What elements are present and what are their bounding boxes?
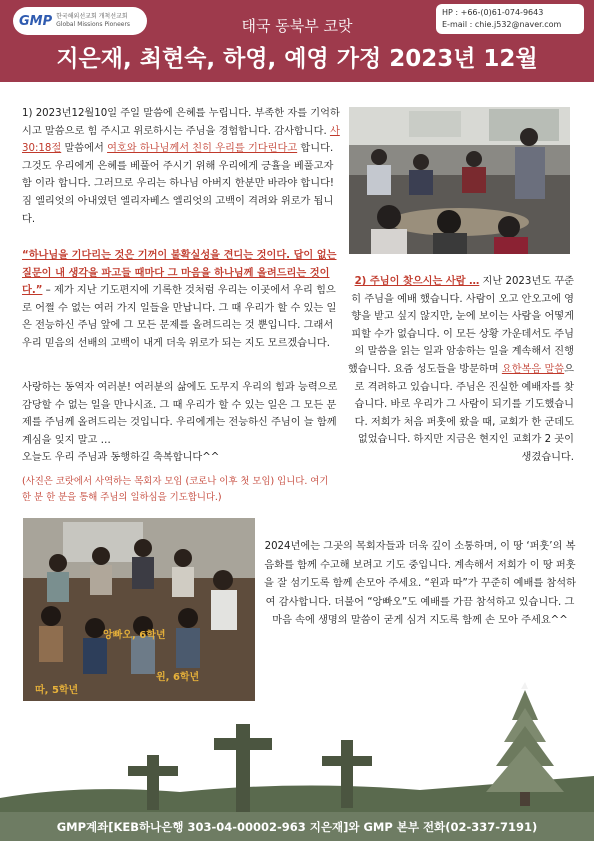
ref-connector: 말씀에서 [64, 143, 104, 155]
quote-block [22, 247, 340, 353]
section2-lead: 2) 주님이 찾으시는 사람 … [354, 276, 480, 287]
email-address: E-mail : chie.j532@naver.com [442, 20, 562, 29]
cross-left-icon [147, 755, 159, 810]
blessing-text: 오늘도 우리 주님과 동행하길 축복합니다^^ [22, 452, 220, 464]
crosses-and-tree-illustration [0, 680, 594, 815]
label-win: 윈, 6학년 [156, 672, 200, 683]
para2-text: 사랑하는 동역자 여러분! 여러분의 삶에도 도무지 우리의 힘과 능력으로 감당할 수 없는 일을 만나시죠. 그 때 우리가 할 수 있는 일은 그 모든 문제를 주님께 올려드리는 것입니다. 우리에게는 전능하신 주님이 늘 함께 계심을 잊지 말고 … [22, 382, 338, 446]
section2-body1: 지난 2023년도 꾸준히 주님을 예배 했습니다. 사람이 오고 안오고에 영향을 받고 싶지 않지만, 눈에 보이는 사람을 어떻게 피할 수가 없습니다. 이 모든 상황 가운데서도 주님의 말씀을 읽는 일과 암송하는 일을 계속해서 진행했습니다. 요즘 성도들을 방문하며 [347, 276, 574, 375]
elliot-quote: “하나님을 기다리는 것은 기꺼이 불확실성을 견디는 것이다. 답이 없는 질문이 내 생각을 파고들 때마다 그 마음을 하나님께 올려드리는 것이다.” [22, 250, 337, 297]
logo-line1: 한국해외선교회 개척선교회 [56, 13, 128, 20]
section3-text: 2024년에는 그곳의 목회자들과 더욱 깊이 소통하며, 이 땅 ‘퍼훗’의 복음화를 함께 수고해 보려고 기도 중입니다. 계속해서 저희가 이 땅 퍼훗을 잘 섬기도록 함께 손모아 주세요. “윈과 따”가 꾸준히 예배를 참석하여 감사합니다. 더불어 “앙빠오”도 예배를 가끔 참석하고 있습니다. 그 마음 속에 생명의 말씀이 굳게 심겨 지도록 함께 손 모아 주세요^^ [264, 541, 576, 627]
label-tta: 따, 5학년 [35, 685, 79, 696]
family-group-photo [23, 518, 255, 701]
section1-para2 [22, 379, 340, 467]
footer-account-info: GMP계좌[KEB하나은행 303-04-00002-963 지은재]와 GMP 본부 전화(02-337-7191) [56, 820, 538, 834]
logo-line2: Global Missions Pioneers [56, 21, 131, 28]
logo-mark: GMP [19, 13, 53, 29]
bible-reference: 사30:18절 [22, 125, 340, 155]
phone-number: HP : +66-(0)61-074-9643 [442, 8, 544, 17]
section1-text [22, 105, 340, 228]
label-angpao: 앙빠오, 6학년 [103, 630, 166, 641]
cross-center-icon [236, 724, 250, 812]
quote-tail: – 제가 지난 기도편지에 기록한 것처럼 우리는 이곳에서 우리 힘으로 어쩔 수 없는 여러 가지 일들을 만납니다. 그 때 우리가 할 수 있는 일은 전능하신 주님 앞에 그 모든 문제를 올려드리는 것 뿐입니다. 그래서 우리 믿음의 선배의 고백이 내게 더욱 위로가 되는 지도 모르겠습니다. [22, 285, 337, 349]
john-emphasis: 요한복음 말씀 [501, 363, 565, 375]
verse-emphasis: 여호와 하나님께서 친히 우리를 기다린다고 [107, 143, 298, 155]
page-title: 지은재, 최현숙, 하영, 예영 가정 2023년 12월 [56, 46, 538, 72]
section1-intro: 1) 2023년12월10일 주일 말씀에 은혜를 누립니다. 부족한 자를 기억하시고 말씀으로 힘 주시고 위로하시는 주님을 경험합니다. 감사합니다. [22, 108, 340, 137]
christmas-tree-icon [486, 682, 564, 806]
section2-body2: 으로 격려하고 있습니다. 주님은 진실한 예배자를 찾습니다. 바로 우리가 그 사람이 되기를 기도했습니다. 저희가 처음 퍼훗에 왔을 때, 교회가 한 군데도 없었습니다. 하지만 지금은 현지인 교회가 2 곳이 생겼습니다. [354, 363, 574, 463]
cross-right-icon [341, 740, 353, 808]
section2-text [347, 273, 574, 467]
section1-body: 합니다. 그것도 우리에게 은혜를 베풀어 주시기 위해 우리에게 긍휼을 베풀고자 함 이라 합니다. 그러므로 우리는 하나님 아버지 한분만 바라야 합니다! 짐 엘리엇의 아내였던 엘리자베스 엘리엇의 고백이 격려와 위로가 됩니다. [22, 143, 335, 225]
photo-caption: (사진은 코랏에서 사역하는 목회자 모임 (코로나 이후 첫 모임) 입니다. 여기 한 분 한 분을 통해 주님의 일하심을 기도합니다.) [22, 476, 329, 503]
pastors-meeting-photo [349, 107, 570, 254]
location-subtitle: 태국 동북부 코랏 [241, 17, 353, 35]
